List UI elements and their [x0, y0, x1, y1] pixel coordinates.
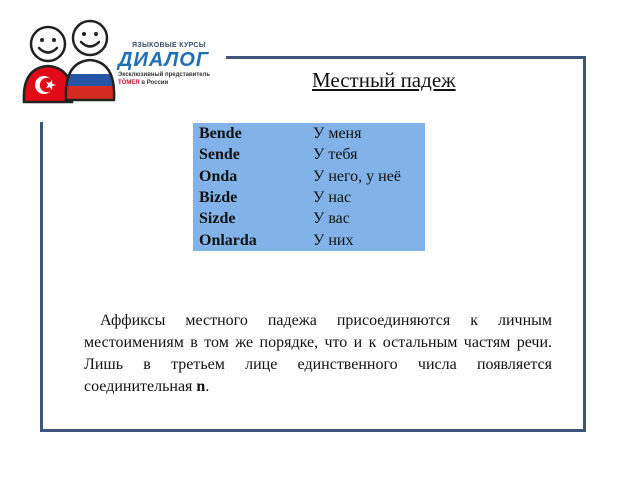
russian-translation: У него, у неё [313, 167, 401, 185]
slide-title: Местный падеж [312, 68, 456, 92]
logo-sub-line-1: Эксклюзивный представитель [118, 72, 211, 78]
table-row [193, 187, 425, 208]
paragraph-end: . [205, 378, 210, 395]
table-row [193, 230, 425, 251]
turkish-pronoun: Onlarda [199, 231, 257, 249]
turkish-pronoun: Sizde [199, 210, 236, 228]
logo-sub-line-2-rest: в России [139, 80, 169, 86]
table-row [193, 144, 425, 165]
russian-translation: У них [313, 231, 354, 249]
logo-text [118, 42, 210, 87]
logo-tomer: TÖMER [118, 80, 140, 86]
russian-translation: У тебя [313, 146, 358, 164]
russian-translation: У меня [313, 125, 362, 143]
paragraph-text: Аффиксы местного падежа присоединяются к личным местоимениям в том же порядке, что и к остальным частям речи. Лишь в третьем лице единственного числа появляется соединительная [84, 312, 552, 395]
turkish-pronoun: Bizde [199, 189, 238, 207]
logo-top-line: ЯЗЫКОВЫЕ КУРСЫ [132, 42, 206, 49]
turkish-pronoun: Onda [199, 167, 238, 185]
logo-sub-line-2 [118, 79, 210, 87]
russian-translation: У нас [313, 189, 352, 207]
russian-translation: У вас [313, 210, 350, 228]
turkish-pronoun: Sende [199, 146, 240, 164]
table-row [193, 166, 425, 187]
smiley-faces-icon [18, 12, 128, 116]
pronoun-table [193, 123, 425, 251]
turkish-pronoun: Bende [199, 125, 242, 143]
paragraph-bold-letter: n [196, 378, 206, 395]
logo-brand: ДИАЛОГ [118, 49, 210, 71]
table-row [193, 123, 425, 144]
explanation-paragraph [84, 310, 552, 398]
table-row [193, 208, 425, 229]
